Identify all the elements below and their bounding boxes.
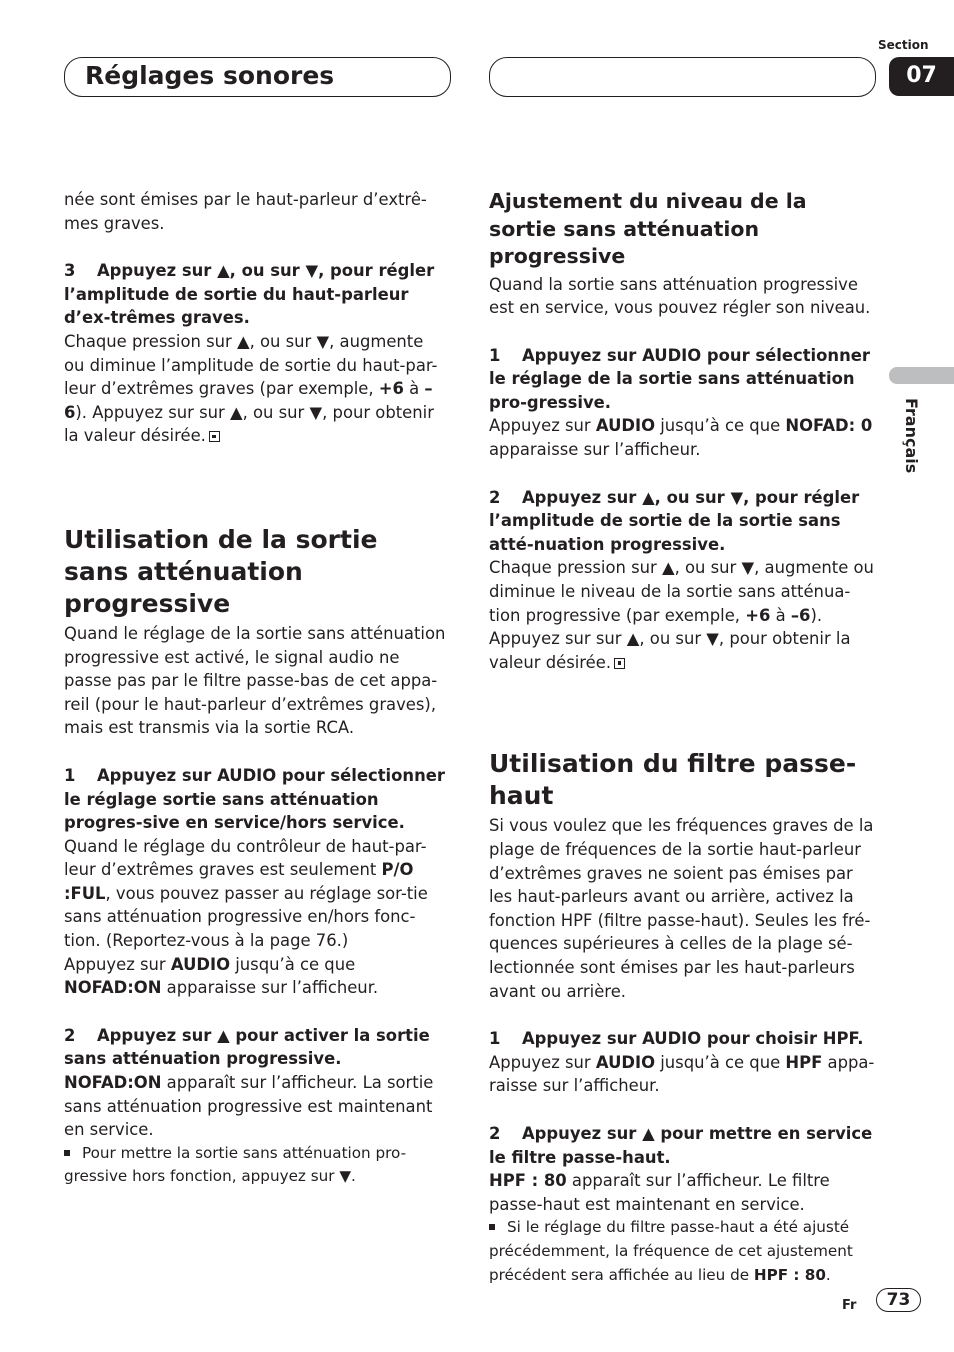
page-title: Réglages sonores <box>85 61 335 90</box>
step-3-body <box>64 330 448 448</box>
end-mark-icon <box>614 658 625 669</box>
section-heading-nofad: Utilisation de la sortie sans atténuation progressive <box>64 524 378 618</box>
r-step-1-title <box>489 344 879 415</box>
step-1-number: 1 <box>64 765 76 785</box>
h-step-2-note-b: . <box>825 1265 831 1284</box>
h-step-2-title-text: Appuyez sur ▲ pour mettre en service le filtre passe-haut. <box>489 1123 873 1167</box>
r-step-2-body <box>489 556 879 674</box>
h-step-1-title <box>489 1027 879 1051</box>
step-3-minus: –6 <box>64 379 433 422</box>
h-step-1-title-text: Appuyez sur AUDIO pour choisir HPF. <box>522 1029 864 1049</box>
step-1-title-text: Appuyez sur AUDIO pour sélectionner le réglage sortie sans atténuation progres-sive en service/hors service. <box>64 765 445 833</box>
section-number-badge: 07 <box>889 57 954 96</box>
r-step-2-a: à <box>770 605 791 625</box>
r-step-2-minus: –6 <box>790 605 811 625</box>
r-step-1-audio: AUDIO <box>595 416 656 436</box>
subsection-heading-level: Ajustement du niveau de la sortie sans atténuation progressive <box>489 189 807 268</box>
h-step-1-audio: AUDIO <box>595 1052 656 1072</box>
step-1-po-ful: P/O :FUL <box>64 860 414 903</box>
section-heading-hpf: Utilisation du filtre passe-haut <box>489 749 857 811</box>
end-mark-icon <box>209 431 220 442</box>
step-1-body <box>64 835 448 953</box>
step-1-body-c: Appuyez sur <box>64 954 171 974</box>
left-column <box>64 188 448 1189</box>
r-step-1-nofad-0: NOFAD: 0 <box>785 416 873 436</box>
step-2-note <box>64 1142 448 1189</box>
nofad-intro: Quand le réglage de la sortie sans atténuation progressive est activé, le signal audio ne passe pas par le filtre passe-bas de cet appa-reil (pour le haut-parleur d’extrêmes graves), mais est transmis via la sortie RCA. <box>64 623 446 738</box>
h-step-2-title <box>489 1122 879 1169</box>
step-1-title <box>64 764 448 835</box>
h-step-2-number: 2 <box>489 1123 501 1143</box>
step-2-body <box>64 1071 448 1142</box>
h-step-2-hpf80: HPF : 80 <box>489 1171 567 1191</box>
step-3-plus: +6 <box>378 379 404 399</box>
r-step-1-body-b: jusqu’à ce que <box>655 416 786 436</box>
step-3-body-a: Chaque pression sur ▲, ou sur ▼, augmente ou diminue l’amplitude de sortie du haut-par-leur d’extrêmes graves (par exemple, <box>64 331 438 399</box>
r-step-1-number: 1 <box>489 345 501 365</box>
step-2-title <box>64 1024 448 1071</box>
step-1-body-a: Quand le réglage du contrôleur de haut-par-leur d’extrêmes graves est seulement <box>64 836 427 880</box>
language-tab-label: Français <box>902 398 921 474</box>
h-step-1-number: 1 <box>489 1029 501 1049</box>
h-step-2-note <box>489 1216 879 1287</box>
step-2-note-text: Pour mettre la sortie sans atténuation pro-gressive hors fonction, appuyez sur ▼. <box>64 1143 407 1186</box>
r-step-2-number: 2 <box>489 487 501 507</box>
r-step-2-body-a: Chaque pression sur ▲, ou sur ▼, augmente ou diminue le niveau de la sortie sans atténua-tion progressive (par exemple, <box>489 558 874 625</box>
h-step-1-hpf: HPF <box>785 1052 823 1072</box>
step-1-body-e: apparaisse sur l’afficheur. <box>161 978 379 998</box>
h-step-1-body-b: jusqu’à ce que <box>655 1052 786 1072</box>
r-step-1-body-a: Appuyez sur <box>489 416 596 436</box>
r-step-2-body-b: ). Appuyez sur sur ▲, ou sur ▼, pour obtenir la valeur désirée. <box>489 605 851 672</box>
page-number: 73 <box>876 1288 921 1312</box>
level-intro: Quand la sortie sans atténuation progressive est en service, vous pouvez régler son niveau. <box>489 274 871 318</box>
r-step-1-title-text: Appuyez sur AUDIO pour sélectionner le réglage de la sortie sans atténuation pro-gressive. <box>489 345 870 412</box>
h-step-2-note-a: Si le réglage du filtre passe-haut a été ajusté précédemment, la fréquence de cet ajustement précédent sera affichée au lieu de <box>489 1218 853 1284</box>
r-step-2-title-text: Appuyez sur ▲, ou sur ▼, pour régler l’amplitude de sortie de la sortie sans atté-nuation progressive. <box>489 487 860 554</box>
step-3-title <box>64 259 448 330</box>
footer-language: Fr <box>842 1298 857 1313</box>
step-1-body-b: , vous pouvez passer au réglage sor-tie sans atténuation progressive en/hors fonc-tion. (Reportez-vous à la page 76.) <box>64 883 428 951</box>
bullet-square-icon <box>64 1150 70 1156</box>
step-1-body-d: jusqu’à ce que <box>230 954 356 974</box>
h-step-2-body-text: apparaît sur l’afficheur. Le filtre passe-haut est maintenant en service. <box>489 1171 830 1214</box>
header-empty-box <box>489 57 876 97</box>
h-step-1-body-c: appa-raisse sur l’afficheur. <box>489 1052 875 1096</box>
step-3-number: 3 <box>64 261 76 281</box>
step-2-nofad-on: NOFAD:ON <box>64 1073 162 1093</box>
step-1-body-2 <box>64 953 448 1000</box>
section-label: Section <box>878 38 929 52</box>
step-3-title-text: Appuyez sur ▲, ou sur ▼, pour régler l’amplitude de sortie du haut-parleur d’ex-trêmes graves. <box>64 261 435 328</box>
r-step-1-body-c: apparaisse sur l’afficheur. <box>489 440 701 460</box>
step-2-number: 2 <box>64 1025 76 1045</box>
step-3-body-b: ). Appuyez sur sur ▲, ou sur ▼, pour obtenir la valeur désirée. <box>64 402 434 446</box>
h-step-2-note-hpf: HPF : 80 <box>753 1265 826 1284</box>
continued-paragraph: née sont émises par le haut-parleur d’extrê-mes graves. <box>64 190 427 233</box>
step-3-a: à <box>403 379 425 399</box>
bullet-square-icon <box>489 1224 495 1230</box>
hpf-intro: Si vous voulez que les fréquences graves de la plage de fréquences de la sortie haut-parleur d’extrêmes graves ne soient pas émises par les haut-parleurs avant ou arrière, activez la fonction HPF (filtre passe-haut). Seules les fré-quences supérieures à celles de la plage sé-lectionnée sont émises par les haut-parleurs avant ou arrière. <box>489 816 874 1001</box>
step-2-title-text: Appuyez sur ▲ pour activer la sortie sans atténuation progressive. <box>64 1025 430 1069</box>
language-tab-marker <box>889 367 954 384</box>
r-step-2-title <box>489 486 879 557</box>
header-title-box <box>64 57 451 97</box>
h-step-1-body-a: Appuyez sur <box>489 1052 596 1072</box>
h-step-2-body <box>489 1169 879 1216</box>
step-1-nofad-on: NOFAD:ON <box>64 978 162 998</box>
r-step-2-plus: +6 <box>745 605 771 625</box>
right-column <box>489 188 879 1287</box>
h-step-1-body <box>489 1051 879 1098</box>
r-step-1-body <box>489 414 879 461</box>
step-2-body-text: apparaît sur l’afficheur. La sortie sans atténuation progressive est maintenant en service. <box>64 1073 434 1140</box>
step-1-audio: AUDIO <box>170 954 231 974</box>
